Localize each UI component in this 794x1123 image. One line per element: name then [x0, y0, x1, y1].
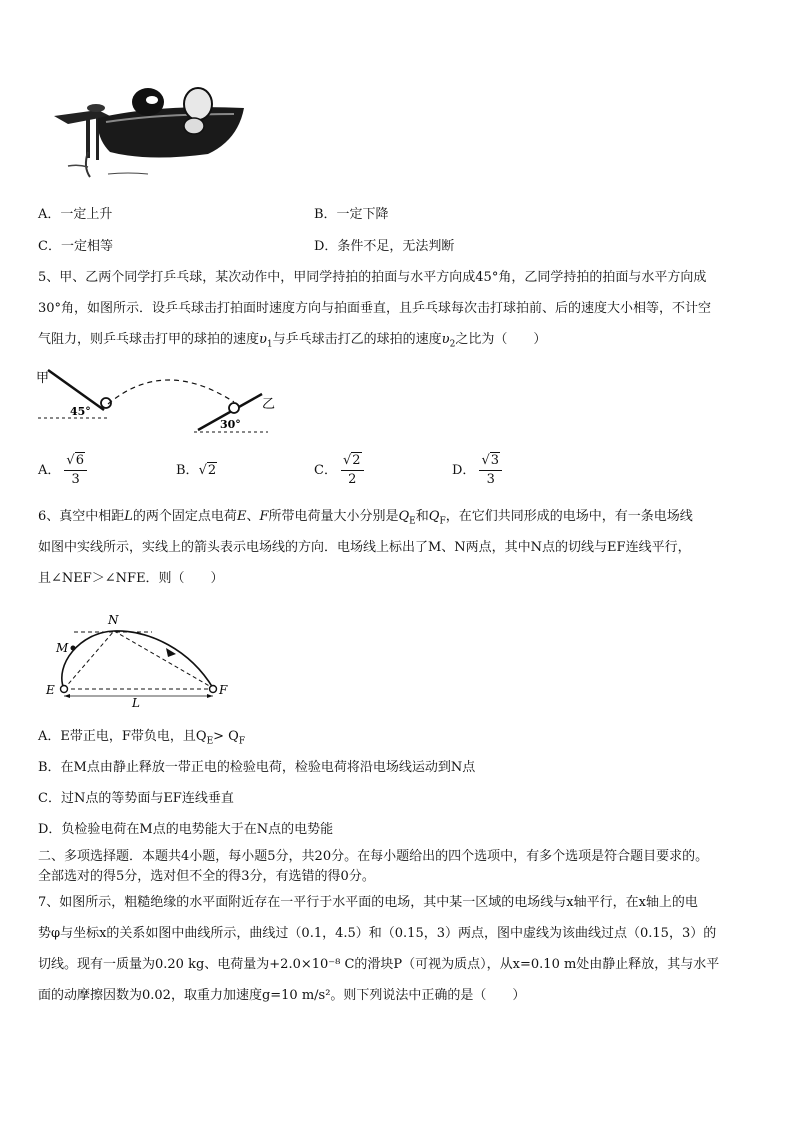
q4-option-b: B．一定下降	[314, 207, 389, 222]
q6-text-line3: 且∠NEF＞∠NFE．则（ ）	[38, 571, 224, 586]
point-n-label: N	[108, 613, 119, 627]
boat-illustration	[48, 82, 248, 182]
distance-l-label: L	[132, 696, 140, 710]
q5-text-line1: 5、甲、乙两个同学打乒乓球，某次动作中，甲同学持拍的拍面与水平方向成45°角，乙同学持拍的拍面与水平方向成	[38, 270, 707, 285]
section2-heading-line2: 全部选对的得5分，选对但不全的得3分，有选错的得0分。	[38, 869, 375, 884]
angle-30-label: 30°	[220, 418, 241, 431]
q4-option-d: D．条件不足，无法判断	[314, 239, 455, 254]
q7-text-line4: 面的动摩擦因数为0.02，取重力加速度g=10 m/s²。则下列说法中正确的是（ ）	[38, 988, 526, 1003]
q5-text-line3: 气阻力，则乒乓球击打甲的球拍的速度$\upsilon_1$与乒乓球击打乙的球拍的速度$\upsilon_2$之比为（ ）	[38, 332, 547, 350]
angle-45-label: 45°	[70, 405, 91, 418]
q4-option-c: C．一定相等	[38, 239, 113, 254]
point-m-label: M	[56, 641, 69, 655]
q6-option-a: A．E带正电，F带负电，且$Q_E> Q_F$	[38, 729, 246, 747]
q5-option-a: A． $\frac{√6}{3}$	[38, 452, 87, 489]
q6-text-line2: 如图中实线所示，实线上的箭头表示电场线的方向．电场线上标出了M、N两点，其中N点的切线与EF连线平行，	[38, 540, 691, 555]
label-jia: 甲	[36, 371, 50, 386]
q7-text-line2: 势φ与坐标x的关系如图中曲线所示，曲线过（0.1，4.5）和（0.15，3）两点，图中虚线为该曲线过点（0.15，3）的	[38, 926, 717, 941]
q5-text-line2: 30°角，如图所示．设乒乓球击打拍面时速度方向与拍面垂直，且乒乓球每次击打球拍前、后的速度大小相等，不计空	[38, 301, 712, 316]
q5-option-c: C． $\frac{√2}{2}$	[314, 452, 364, 489]
q6-field-line-diagram	[40, 610, 240, 710]
q5-option-d: D． $\frac{√3}{3}$	[452, 452, 502, 489]
q7-text-line3: 切线。现有一质量为0.20 kg、电荷量为+2.0×10⁻⁸ C的滑块P（可视为质点），从x=0.10 m处由静止释放，其与水平	[38, 957, 720, 972]
q7-text-line1: 7、如图所示，粗糙绝缘的水平面附近存在一平行于水平面的电场，其中某一区域的电场线与x轴平行，在x轴上的电	[38, 895, 698, 910]
section2-heading-line1: 二、多项选择题．本题共4小题，每小题5分，共20分。在每小题给出的四个选项中，有多个选项是符合题目要求的。	[38, 849, 709, 864]
q6-option-d: D．负检验电荷在M点的电势能大于在N点的电势能	[38, 822, 334, 837]
q6-text-line1: 6、真空中相距L的两个固定点电荷E、F所带电荷量大小分别是$Q_E$和$Q_F$，在它们共同形成的电场中，有一条电场线	[38, 509, 693, 527]
point-e-label: E	[46, 683, 55, 697]
label-yi: 乙	[262, 397, 276, 412]
q5-option-b: B．√2	[176, 463, 217, 478]
q6-option-b: B．在M点由静止释放一带正电的检验电荷，检验电荷将沿电场线运动到N点	[38, 760, 476, 775]
q6-option-c: C．过N点的等势面与EF连线垂直	[38, 791, 234, 806]
q5-paddle-diagram	[34, 362, 284, 442]
q4-option-a: A．一定上升	[38, 207, 113, 222]
point-f-label: F	[219, 683, 228, 697]
